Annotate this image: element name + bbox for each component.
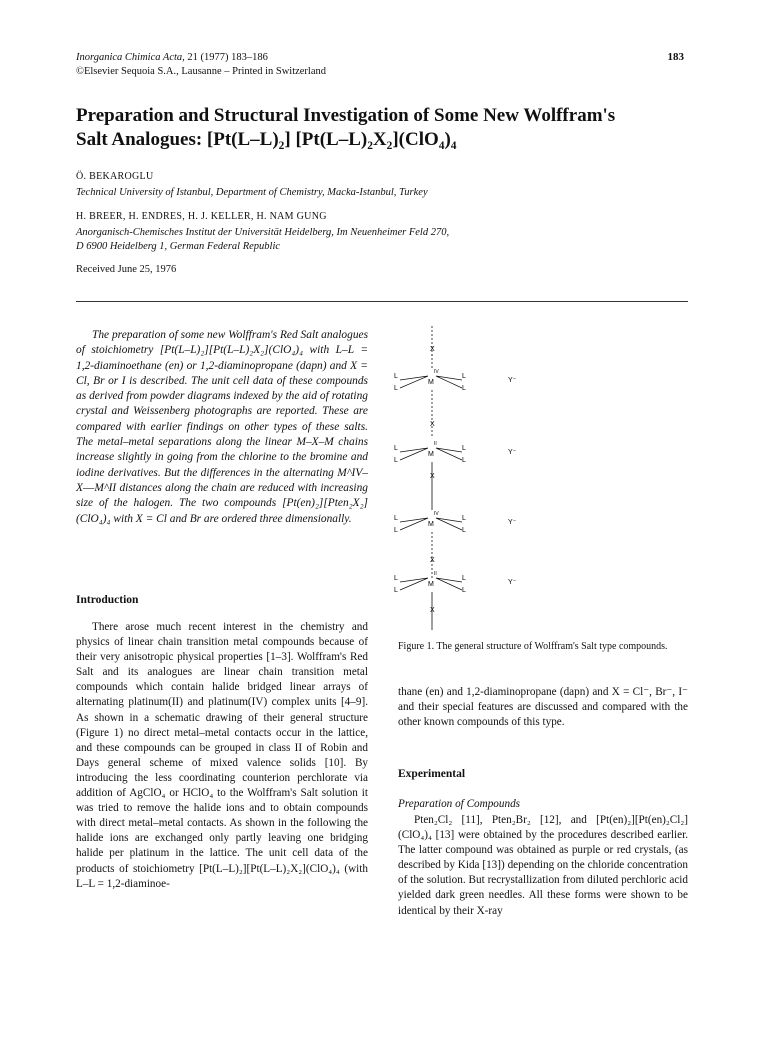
structure-diagram <box>390 318 550 638</box>
ligand-label: L <box>394 575 398 582</box>
ligand-label: L <box>394 373 398 380</box>
counterion-label: Y⁻ <box>508 377 517 384</box>
ligand-label: L <box>394 515 398 522</box>
title-line-1: Preparation and Structural Investigation of Some New Wolffram's <box>76 105 616 126</box>
ligand-label: L <box>462 575 466 582</box>
counterion-label: Y⁻ <box>508 579 517 586</box>
metal-label: M <box>428 581 434 588</box>
ligand-label: L <box>462 527 466 534</box>
x-atom-label: X <box>430 473 435 480</box>
ligand-label: L <box>394 527 398 534</box>
intro-text <box>76 620 368 892</box>
ligand-label: L <box>462 587 466 594</box>
section-divider <box>76 301 688 302</box>
metal-label: M <box>428 379 434 386</box>
x-atom-label: X <box>430 421 435 428</box>
journal-name: Inorganica Chimica Acta, <box>76 52 185 63</box>
metal-unit-4 <box>394 571 517 594</box>
metal-unit-3 <box>394 511 517 534</box>
intro-heading: Introduction <box>76 594 139 606</box>
oxidation-state: II <box>434 571 437 577</box>
preparation-paragraph: Pten₂Cl₂ [11], Pten₂Br₂ [12], and [Pt(en)₂][Pt(en)₂Cl₂](ClO₄)₄ [13] were obtained by the procedures described earlier. The latter compound was obtained as purple or red crystals, (as described by Kida [13]) depending on the chloride concentration of the solution. But recrystallization from diluted perchloric acid yielded dark green needles. All these forms were shown to be identical by their X-ray <box>398 814 688 917</box>
ligand-label: L <box>462 373 466 380</box>
ligand-label: L <box>394 587 398 594</box>
figure-caption: Figure 1. The general structure of Wolffram's Salt type compounds. <box>398 641 668 652</box>
oxidation-state: II <box>434 441 437 447</box>
journal-citation: 21 (1977) 183–186 <box>184 52 268 63</box>
x-atom-label: X <box>430 346 435 353</box>
x-atom-label: X <box>430 607 435 614</box>
preparation-text <box>398 813 688 919</box>
ligand-label: L <box>462 515 466 522</box>
metal-label: M <box>428 521 434 528</box>
metal-unit-1 <box>394 369 517 392</box>
ligand-label: L <box>394 445 398 452</box>
experimental-heading: Experimental <box>398 768 466 780</box>
intro-paragraph: There arose much recent interest in the chemistry and physics of linear chain transition metal compounds because of their very anisotropic physical properties [1–3]. Wolffram's Red Salt and its analogues are linear chain transition metal compounds which contain halide bridged linear arrays of alternating platinum(II) and platinum(IV) complex units [4–9]. As shown in a schematic drawing of their general structure (Figure 1) no direct metal–metal contacts occur in the lattice, and these compounds can be grouped in class II of Robin and Days general scheme of mixed valence solids [10]. By introducing the less coordinating counterion perchlorate via addition of AgClO₄ or HClO₄ to the Wolffram's Salt solution it was tried to remove the halide ions and to obtain compounds with direct metal–metal contacts. As shown in the following the halide ions are exchanged only partly leaving one bridging halide per platinum in the lattice. The unit cell data of the products of stoichiometry [Pt(L–L)₂][Pt(L–L)₂X₂](ClO₄)₄ (with L–L = 1,2-diaminoe- <box>76 621 368 890</box>
title-line-2: Salt Analogues: [Pt(L–L)₂] [Pt(L–L)₂X₂](ClO₄)₄ <box>76 129 457 150</box>
ligand-label: L <box>394 457 398 464</box>
ligand-label: L <box>462 457 466 464</box>
author-1: Ö. BEKAROGLU <box>76 171 154 182</box>
paper-title <box>76 104 696 152</box>
received-date: Received June 25, 1976 <box>76 264 177 275</box>
metal-label: M <box>428 451 434 458</box>
author-2: H. BREER, H. ENDRES, H. J. KELLER, H. NAM GUNG <box>76 211 327 222</box>
abstract: The preparation of some new Wolffram's Red Salt analogues of stoichiometry [Pt(L–L)₂][Pt(L–L)₂X₂](ClO₄)₄ with L–L = 1,2-diaminoethane (en) or 1,2-diaminopropane (dapn) and X = Cl, Br or I is described. The unit cell data of these compounds as derived from powder diagrams indexed by the aid of rotating crystal and Weissenberg photographs are reported. These are compared with earlier findings on other types of these salts. The metal–metal separations along the linear M–X–M chains increase slightly in going from the chlorine to the bromine and iodine derivatives. But the differences in the alternating M^IV–X––M^II distances along the chain are reduced with increasing size of the halogen. The two compounds [Pt(en)₂][Pten₂X₂](ClO₄)₄ with X = Cl and Br are ordered three dimensionally. <box>76 329 368 525</box>
journal-header <box>76 51 326 79</box>
preparation-subheading: Preparation of Compounds <box>398 798 521 810</box>
affiliation-1: Technical University of Istanbul, Department of Chemistry, Macka-Istanbul, Turkey <box>76 187 428 198</box>
metal-unit-2 <box>394 441 517 464</box>
affiliation-2-line-1: Anorganisch-Chemisches Institut der Universität Heidelberg, Im Neuenheimer Feld 270, <box>76 227 450 238</box>
page-number: 183 <box>667 51 684 63</box>
counterion-label: Y⁻ <box>508 519 517 526</box>
affiliation-2-line-2: D 6900 Heidelberg 1, German Federal Republic <box>76 241 281 252</box>
oxidation-state: IV <box>434 369 439 375</box>
ligand-label: L <box>462 445 466 452</box>
publisher-line: ©Elsevier Sequoia S.A., Lausanne – Printed in Switzerland <box>76 66 327 77</box>
oxidation-state: IV <box>434 511 439 517</box>
ligand-label: L <box>394 385 398 392</box>
x-atom-label: X <box>430 557 435 564</box>
ligand-label: L <box>462 385 466 392</box>
right-column-continued: thane (en) and 1,2-diaminopropane (dapn) and X = Cl⁻, Br⁻, I⁻ and their special features are discussed and compared with the other known compounds of this type. <box>398 686 688 729</box>
counterion-label: Y⁻ <box>508 449 517 456</box>
